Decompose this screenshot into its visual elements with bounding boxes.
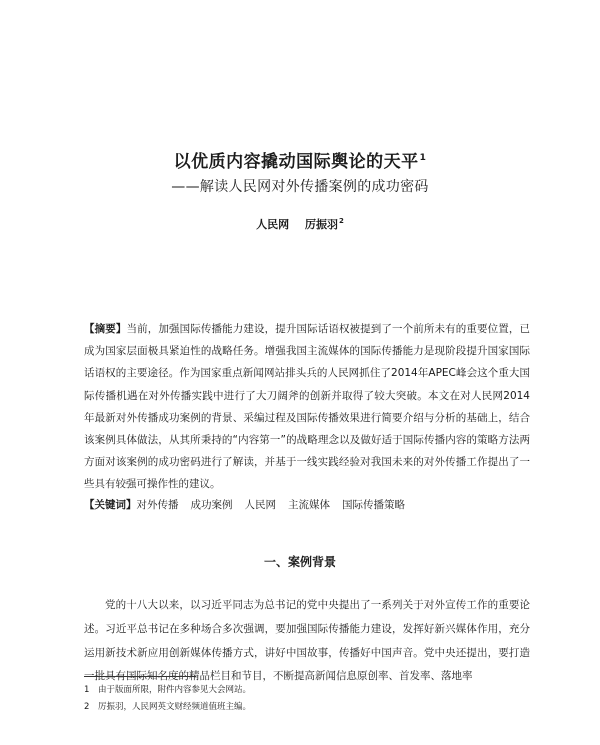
abstract-block xyxy=(84,318,530,496)
keyword-item: 人民网 xyxy=(244,499,276,511)
paper-subtitle: ——解读人民网对外传播案例的成功密码 xyxy=(171,179,429,195)
section-heading: 一、案例背景 xyxy=(263,555,336,569)
footnote-item xyxy=(84,699,530,716)
author-2-name: 厉振羽 xyxy=(304,218,338,231)
title-footnote-mark: 1 xyxy=(419,153,427,164)
keyword-item: 对外传播 xyxy=(136,499,179,511)
paper-title xyxy=(0,147,600,172)
abstract-text: 当前，加强国际传播能力建设，提升国际话语权被提到了一个前所未有的重要位置，已成为国家层面极具紧迫性的战略任务。增强我国主流媒体的国际传播能力是现阶段提升国家国际话语权的主要途径。作为国家重点新闻网站排头兵的人民网抓住了2014年APEC峰会这个重大国际传播机遇在对外传播实践中进行了大刀阔斧的创新并取得了较大突破。本文在对人民网2014年最新对外传播成功案例的背景、采编过程及国际传播效果进行简要介绍与分析的基础上，结合该案例具体做法，从其所秉持的“内容第一”的战略理念以及做好适于国际传播内容的策略方法两方面对该案例的成功密码进行了解读，并基于一线实践经验对我国未来的对外传播工作提出了一些具有较强可操作性的建议。 xyxy=(84,323,531,491)
keywords-label: 【关键词】 xyxy=(84,499,137,511)
keyword-item: 主流媒体 xyxy=(288,499,330,511)
abstract-label: 【摘要】 xyxy=(84,323,127,335)
keywords-block xyxy=(84,494,530,516)
author-2-footnote-mark: 2 xyxy=(338,217,344,226)
author-1-name: 人民网 xyxy=(256,218,290,231)
keyword-item: 成功案例 xyxy=(190,499,233,511)
author-line xyxy=(0,216,600,232)
footnote-text: 厉振羽，人民网英文财经频道值班主编。 xyxy=(98,702,252,712)
footnote-number: 2 xyxy=(84,702,90,712)
footnote-item xyxy=(84,682,530,699)
title-text: 以优质内容撬动国际舆论的天平 xyxy=(173,152,419,172)
footnote-number: 1 xyxy=(84,685,90,695)
keyword-item: 国际传播策略 xyxy=(342,499,405,511)
footnotes-block xyxy=(84,682,530,716)
author-1 xyxy=(256,218,289,231)
body-paragraph: 党的十八大以来，以习近平同志为总书记的党中央提出了一系列关于对外宣传工作的重要论述。习近平总书记在多种场合多次强调，要加强国际传播能力建设，发挥好新兴媒体作用，充分运用新技术新应用创新媒体传播方式，讲好中国故事，传播好中国声音。党中央还提出，要打造一批具有国际知名度的精品栏目和节目，不断提高新闻信息原创率、首发率、落地率 xyxy=(84,599,530,683)
author-2 xyxy=(305,218,344,231)
footnote-text: 由于版面所限，附件内容参见大会网站。 xyxy=(98,685,252,695)
footnote-divider xyxy=(84,676,196,677)
